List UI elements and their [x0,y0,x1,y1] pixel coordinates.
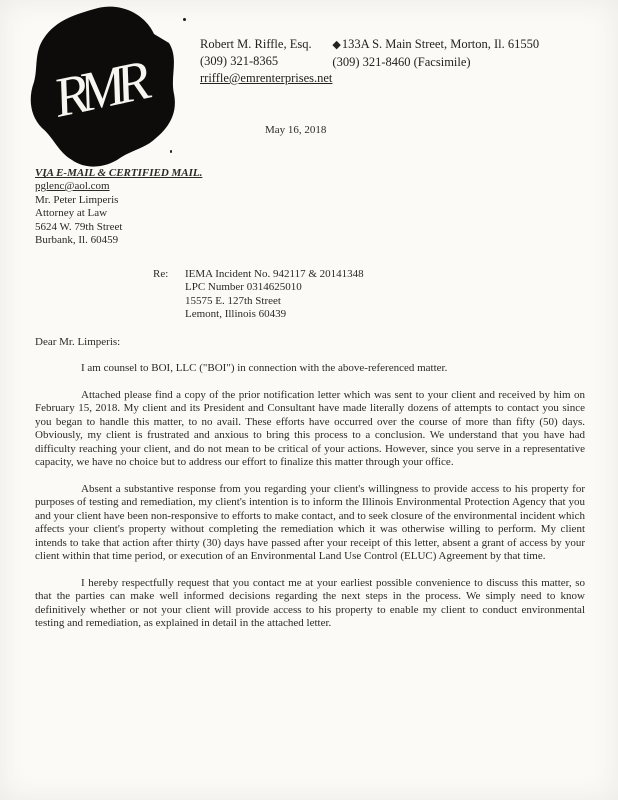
reference-lpc-number: LPC Number 0314625010 [185,281,302,293]
recipient-street: 5624 W. 79th Street [35,220,123,233]
recipient-email: pglenc@aol.com [35,180,110,192]
scan-speck [183,18,186,21]
reference-lines [185,268,364,322]
letter-body [35,124,585,631]
paragraph-1: I am counsel to BOI, LLC ("BOI") in connection with the above-referenced matter. [81,362,448,374]
fax-number: (309) 321-8460 (Facsimile) [332,55,471,69]
letter-date: May 16, 2018 [265,124,327,136]
reference-incident-number: IEMA Incident No. 942117 & 20141348 [185,267,364,280]
reference-block [153,268,585,322]
attorney-email: rriffle@emrenterprises.net [200,71,333,85]
recipient-title: Attorney at Law [35,207,108,219]
attorney-name: Robert M. Riffle, Esq. [200,37,312,51]
phone-number: (309) 321-8365 [200,54,279,68]
paragraph-2: Attached please find a copy of the prior notification letter which was sent to your client and received by him on February 15, 2018. My client and its President and Consultant have made literally dozens of attempts to contact you since you began to handle this matter, to no avail. These efforts have occurred over the course of more than fifty (50) days. Obviously, my client is frustrated and anxious to bring this process to a conclusion. We understand that you have had difficulty reaching your client, and do not mean to be critical of your actions. However, since you serve in a representative capacity, we have no choice but to address our effort to finalize this matter through your office. [35,388,585,468]
reference-label: Re: [153,267,169,280]
salutation: Dear Mr. Limperis: [35,335,121,348]
letterhead-left-column [200,36,332,87]
reference-property-city: Lemont, Illinois 60439 [185,308,287,320]
letterhead [200,36,598,87]
office-address: 133A S. Main Street, Morton, Il. 61550 [341,37,540,51]
reference-property-street: 15575 E. 127th Street [185,294,281,307]
letterhead-right-column [332,36,598,87]
delivery-method: VIA E-MAIL & CERTIFIED MAIL. [35,166,203,179]
paragraph-4: I hereby respectfully request that you contact me at your earliest possible convenience to discuss this matter, so that the parties can make well informed decisions regarding the next steps in the process. We simply need to know definitively whether or not your client will provide access to his property to enable my client to conduct environmental testing and remediation, as explained in detail in the attached letter. [35,576,585,629]
office-address-line [332,36,598,54]
recipient-name: Mr. Peter Limperis [35,193,119,206]
paragraph-3: Absent a substantive response from you regarding your client's willingness to provide access to his property for purposes of testing and remediation, my client's intention is to inform the Illinois Environmental Protection Agency that you and your client have been non-responsive to efforts to make contact, and to seek closure of the environmental incident which affects your client's property without completing the remediation which it was otherwise willing to perform. My client intends to take that action after thirty (30) days have passed after your receipt of this letter, absent a grant of access by your client within that time period, or execution of an Environmental Land Use Control (ELUC) Agreement by that time. [35,482,585,562]
diamond-icon: ◆ [332,39,341,51]
recipient-block [35,180,585,248]
logo-monogram-text: RMR [48,50,148,130]
recipient-city: Burbank, Il. 60459 [35,234,119,246]
